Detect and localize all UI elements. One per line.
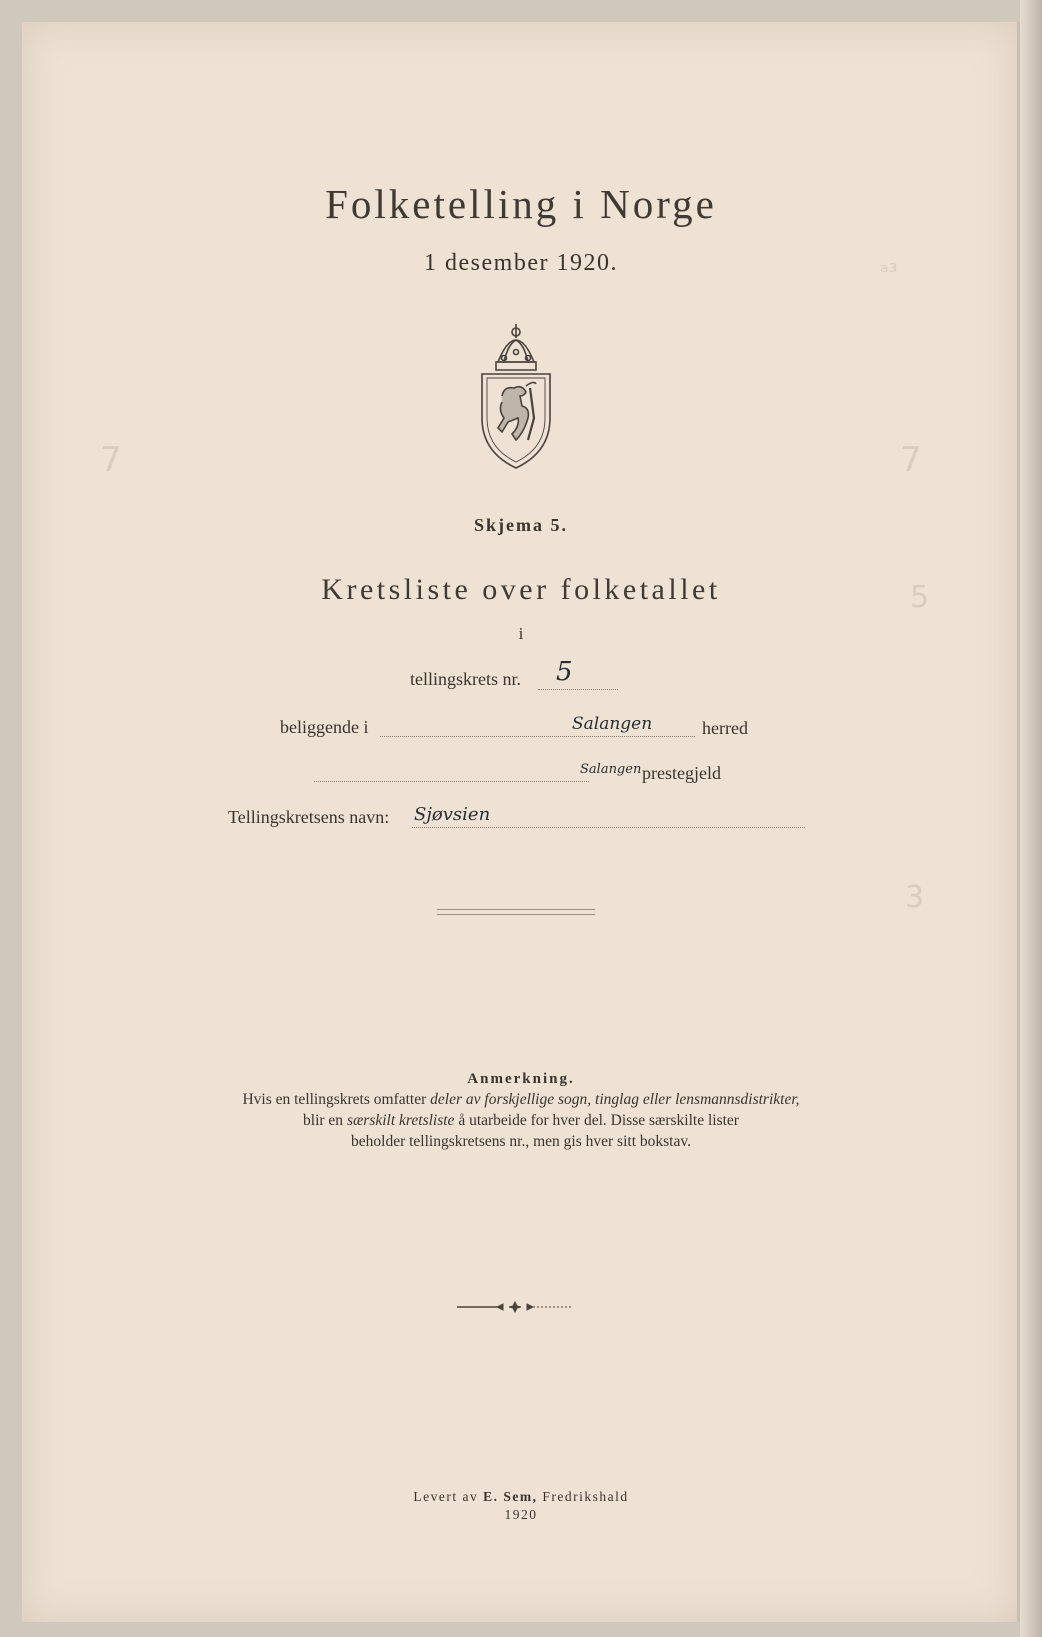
beliggende-line bbox=[380, 736, 695, 737]
tellingskrets-line bbox=[538, 689, 618, 690]
bleed-through-mark: 5 bbox=[910, 580, 930, 615]
printer-credit bbox=[0, 1489, 1042, 1505]
prestegjeld-line bbox=[314, 781, 589, 782]
note-line-1-text: Hvis en tellingskrets omfatter bbox=[242, 1091, 431, 1108]
printer-prefix: Levert av bbox=[413, 1489, 484, 1504]
bleed-through-mark: 7 bbox=[900, 440, 922, 480]
schema-number: Skjema 5. bbox=[474, 515, 568, 535]
page-edge bbox=[1020, 0, 1042, 1637]
bleed-through-mark: 7 bbox=[100, 440, 122, 480]
herred-label: herred bbox=[702, 718, 748, 738]
note-line-1-emphasis: deler av forskjellige sogn, tinglag eller lensmannsdistrikter, bbox=[430, 1091, 800, 1108]
form-heading: Kretsliste over folketallet bbox=[321, 573, 721, 606]
note-line-2 bbox=[160, 1111, 882, 1131]
bleed-through-mark: ᵃ³ bbox=[880, 260, 898, 285]
note-line-2-emphasis: særskilt kretsliste bbox=[346, 1112, 455, 1129]
beliggende-label: beliggende i bbox=[280, 717, 369, 737]
note-heading: Anmerkning. bbox=[467, 1071, 575, 1087]
norwegian-coat-of-arms-icon bbox=[468, 322, 564, 472]
note-line-1 bbox=[160, 1090, 882, 1110]
tellingskrets-value: 5 bbox=[556, 657, 573, 687]
kretsnavn-value: Sjøvsien bbox=[414, 804, 491, 825]
census-date: 1 desember 1920. bbox=[424, 250, 618, 276]
note-line-2-rest: å utarbeide for hver del. Disse særskilte lister bbox=[454, 1112, 739, 1129]
note-line-2-text: blir en bbox=[303, 1112, 347, 1129]
printer-place: Fredrikshald bbox=[537, 1489, 629, 1504]
bleed-through-mark: 3 bbox=[905, 880, 925, 915]
prestegjeld-value: Salangen bbox=[580, 762, 642, 777]
connector-text: i bbox=[518, 624, 524, 643]
printer-name: E. Sem, bbox=[483, 1489, 538, 1504]
kretsnavn-line bbox=[412, 827, 805, 828]
ornament-divider-icon bbox=[455, 1300, 575, 1314]
document-title: Folketelling i Norge bbox=[325, 181, 717, 227]
printer-year: 1920 bbox=[504, 1507, 538, 1522]
beliggende-value: Salangen bbox=[572, 714, 653, 734]
kretsnavn-label: Tellingskretsens navn: bbox=[228, 807, 390, 827]
tellingskrets-label: tellingskrets nr. bbox=[410, 669, 521, 689]
prestegjeld-label: prestegjeld bbox=[642, 763, 721, 783]
section-divider bbox=[437, 909, 595, 915]
note-line-3: beholder tellingskretsens nr., men gis hver sitt bokstav. bbox=[351, 1133, 691, 1150]
